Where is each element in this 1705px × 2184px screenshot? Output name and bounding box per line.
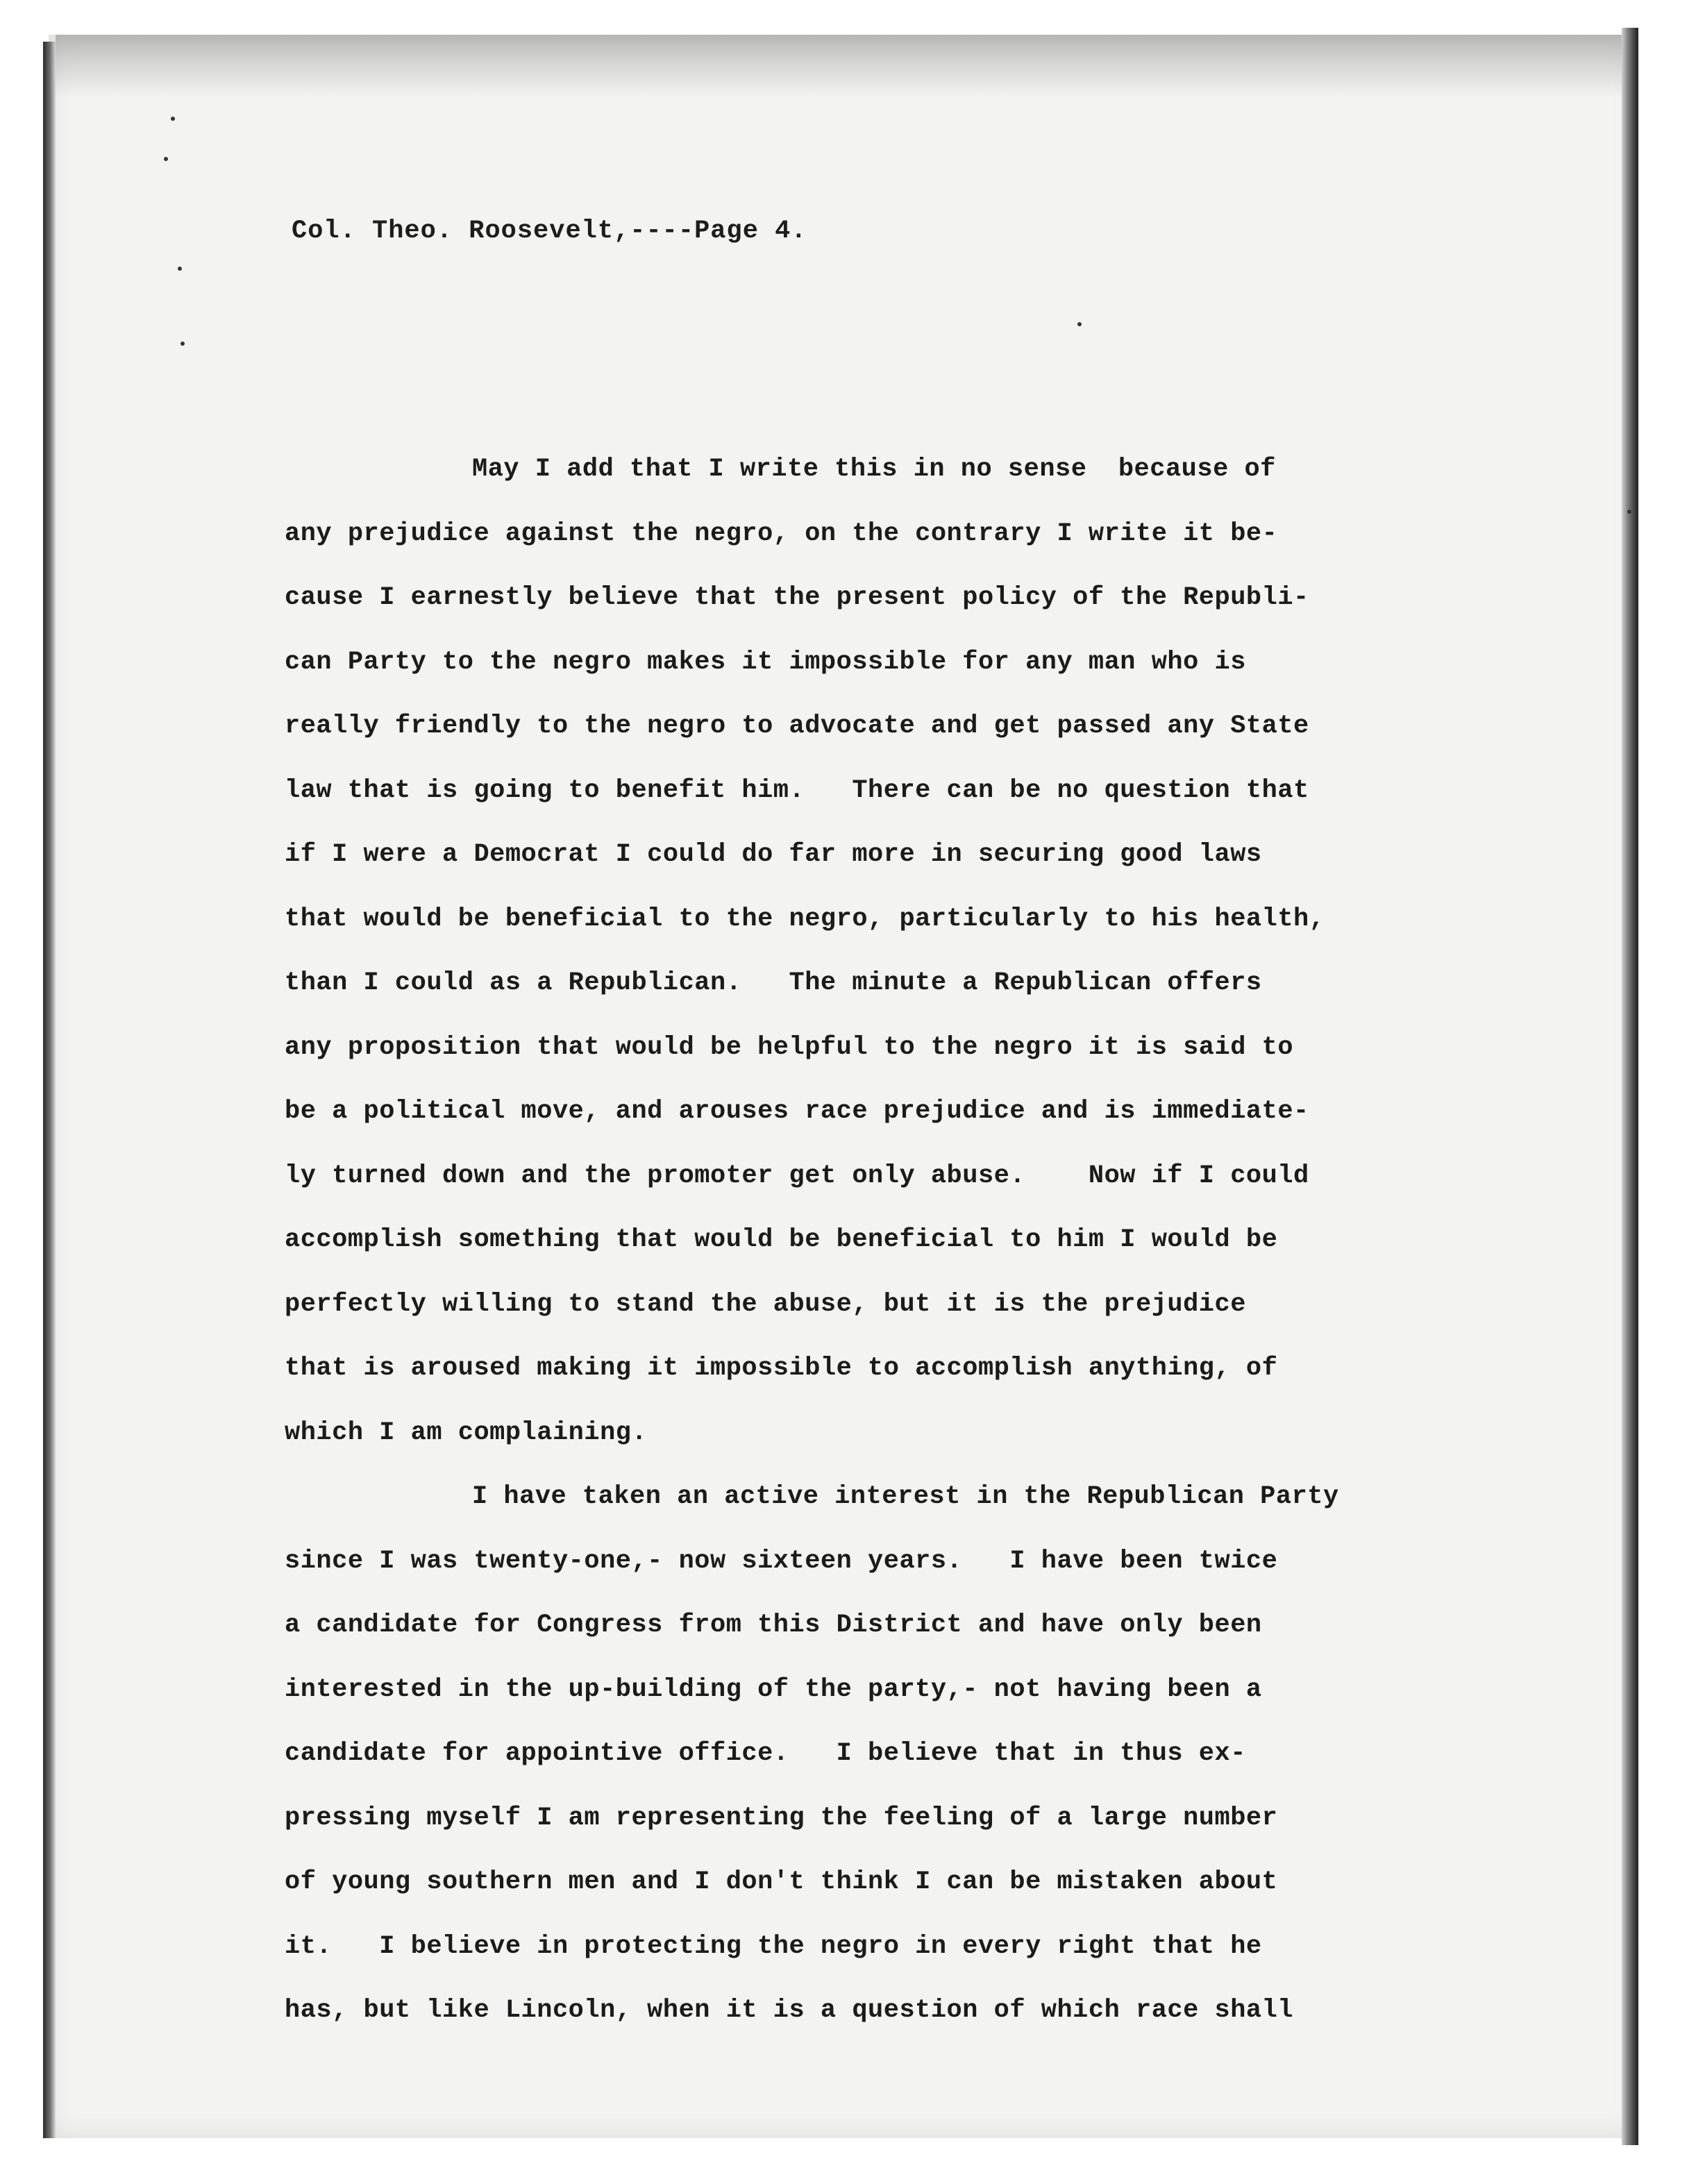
scan-top-shadow: [56, 35, 1624, 97]
scan-speck: [1077, 322, 1082, 326]
text-line: ly turned down and the promoter get only abuse. Now if I could: [285, 1161, 1309, 1191]
text-line: cause I earnestly believe that the present policy of the Republi-: [285, 583, 1309, 612]
text-line: since I was twenty-one,- now sixteen years. I have been twice: [285, 1546, 1278, 1576]
text-line: I have taken an active interest in the Republican Party: [472, 1482, 1339, 1511]
text-line: a candidate for Congress from this District and have only been: [285, 1611, 1262, 1640]
text-line: than I could as a Republican. The minute a Republican offers: [285, 968, 1262, 998]
text-line: can Party to the negro makes it impossible for any man who is: [285, 647, 1246, 677]
text-line: really friendly to the negro to advocate and get passed any State: [285, 712, 1309, 741]
text-line: it. I believe in protecting the negro in every right that he: [285, 1931, 1262, 1961]
text-line: that is aroused making it impossible to accomplish anything, of: [285, 1354, 1278, 1383]
paragraph: [285, 1465, 1520, 2043]
scan-speck: [1627, 510, 1631, 514]
text-line: if I were a Democrat I could do far more in securing good laws: [285, 840, 1262, 869]
text-line: perfectly willing to stand the abuse, but it is the prejudice: [285, 1289, 1246, 1319]
scan-speck: [178, 267, 182, 271]
text-line: has, but like Lincoln, when it is a question of which race shall: [285, 1996, 1294, 2025]
text-line: which I am complaining.: [285, 1418, 648, 1447]
scan-left-edge: [43, 42, 56, 2138]
letter-body: [285, 437, 1520, 2043]
text-line: candidate for appointive office. I believe that in thus ex-: [285, 1739, 1246, 1768]
scan-right-edge: [1622, 28, 1638, 2145]
text-line: be a political move, and arouses race prejudice and is immediate-: [285, 1097, 1309, 1126]
text-line: law that is going to benefit him. There can be no question that: [285, 775, 1309, 805]
text-line: interested in the up-building of the party,- not having been a: [285, 1674, 1262, 1704]
text-line: accomplish something that would be beneficial to him I would be: [285, 1225, 1278, 1254]
paragraph: [285, 437, 1520, 1465]
scan-speck: [171, 117, 175, 121]
scan-speck: [164, 157, 168, 161]
text-line: May I add that I write this in no sense because of: [472, 455, 1276, 484]
page-header: Col. Theo. Roosevelt,----Page 4.: [292, 217, 807, 246]
text-line: any proposition that would be helpful to the negro it is said to: [285, 1032, 1294, 1062]
text-line: that would be beneficial to the negro, particularly to his health,: [285, 904, 1325, 934]
text-line: of young southern men and I don't think I can be mistaken about: [285, 1867, 1278, 1897]
scan-speck: [180, 342, 185, 346]
text-line: any prejudice against the negro, on the contrary I write it be-: [285, 519, 1278, 548]
text-line: pressing myself I am representing the feeling of a large number: [285, 1803, 1278, 1833]
